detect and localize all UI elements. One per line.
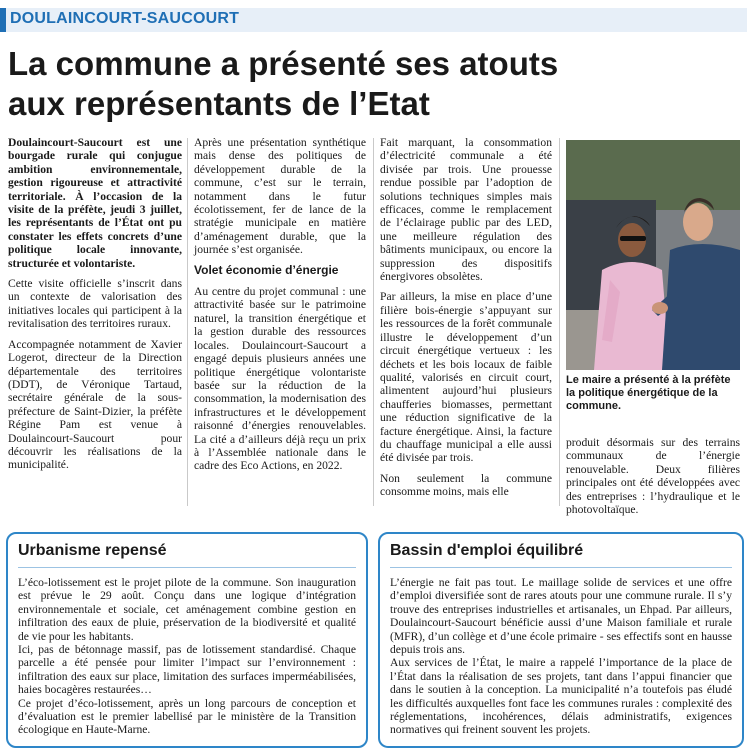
headline-line-1: La commune a présenté ses atouts	[8, 45, 559, 82]
article-paragraph: Accompagnée notamment de Xavier Logerot, directeur de la Direction départementale des territoires (DDT), de Véronique Tartaud, secrétaire générale de la sous-préfecture de Saint-Dizier, la préfète Régine Pam est venue à Doulaincourt-Saucourt pour découvrir les réalisations de la municipalité.	[8, 337, 182, 472]
article-paragraph: Cette visite officielle s’inscrit dans un contexte de valorisation des initiatives locales qui participent à la revitalisation des territoires ruraux.	[8, 277, 182, 331]
article-lede: Doulaincourt-Saucourt est une bourgade rurale qui conjugue ambition environnementale, gestion rigoureuse et attractivité territoriale. À l’occasion de la visite de la préfète, jeudi 3 juillet, les représentants de l’État ont pu constater les effets concrets d’une politique locale innovante, structurée et volontariste.	[8, 136, 182, 270]
box-title: Urbanisme repensé	[18, 542, 167, 559]
article-paragraph: Au centre du projet communal : une attractivité basée sur le patrimoine naturel, la transition énergétique et la gestion durable des ressources locales. Doulaincourt-Saucourt a engagé depuis plusieurs années une politique énergétique volontariste basée sur la réduction de la consommation, la modernisation des infrastructures et le développement raisonné d’énergies renouvelables. La cité a d’ailleurs déjà reçu un prix à l’Assemblée nationale dans le cadre des Eco Actions, en 2022.	[194, 285, 366, 473]
box-paragraph: Aux services de l’État, le maire a rappelé l’importance de la place de l’État dans la réalisation de ses projets, tant dans l’appui financier que dans le soutien à la conception. La municipalité n’a toutefois pas éludé les difficultés auxquelles font face les communes rurales : complexité des réglementations, incohérences, délais administratifs, exigences normatives qui freinent souvent les projets.	[390, 656, 732, 737]
box-paragraph: L’énergie ne fait pas tout. Le maillage solide de services et une offre d’emploi diversifiée sont de rares atouts pour une commune rurale. Il s’y trouve des entreprises industrielles et artisanales, un Ehpad. Par ailleurs, Doulaincourt-Saucourt bénéficie aussi d’une Maison familiale et rurale (MFR), d’un collège et d’une école primaire - ses effectifs sont en hausse depuis trois ans.	[390, 576, 732, 657]
box-paragraph: Ce projet d’éco-lotissement, après un long parcours de conception et d’évaluation est le premier labellisé par le ministère de la Transition écologique en Haute-Marne.	[18, 696, 356, 737]
box-body	[18, 576, 356, 737]
box-title-rule	[18, 567, 356, 568]
box-body	[390, 576, 732, 737]
headline-line-2: aux représentants de l’Etat	[8, 85, 430, 122]
box-paragraph: Ici, pas de bétonnage massif, pas de lotissement standardisé. Chaque parcelle a été pensée pour limiter l’impact sur l’environnement : infiltration des eaux sur place, limitation des surfaces imperméabilisées, haies bocagères restaurées…	[18, 643, 356, 697]
box-title-rule	[390, 567, 732, 568]
article-photo	[566, 140, 740, 370]
article-column-2	[194, 136, 366, 480]
box-paragraph: L’éco-lotissement est le projet pilote de la commune. Son inauguration est prévue le 29 août. Conçu dans une logique d’intégration environnementale et sociale, cet aménagement combine gestion en infiltration des eaux de pluie, préservation de la biodiversité et qualité de vie pour les habitants.	[18, 576, 356, 643]
sidebar-box-emploi	[378, 532, 744, 748]
column-divider	[559, 138, 560, 506]
box-title: Bassin d'emploi équilibré	[390, 542, 584, 559]
article-paragraph: Après une présentation synthétique mais dense des politiques de développement durable de la commune, c’est sur le terrain, notamment dans le futur écolotissement, fer de lance de la stratégie municipale en matière d’aménagement durable, que la journée s’est organisée.	[194, 136, 366, 257]
article-paragraph: Par ailleurs, la mise en place d’une filière bois-énergie s’appuyant sur les ressources de la forêt communale illustre le développement d’un circuit énergétique vertueux : les déchets et les bois locaux de faible qualité, valorisés en circuit court, alimentent aujourd’hui plusieurs chaufferies biomasses, permettant une réduction significative de la facture énergétique. Ainsi, la facture du chauffage municipal a elle aussi été divisée par trois.	[380, 290, 552, 465]
article-column-4	[566, 436, 740, 523]
article-subhead: Volet économie d’énergie	[194, 262, 339, 277]
photo-illustration	[566, 140, 740, 370]
headline	[8, 44, 738, 124]
photo-caption: Le maire a présenté à la préfète la politique énergétique de la commune.	[566, 374, 731, 412]
article-paragraph: Fait marquant, la consommation d’électricité communale a été divisée par trois. Une prouesse rendue possible par l’adoption de solutions techniques simples mais efficaces, comme le remplacement de l’éclairage public par des LED, une meilleure régulation des bâtiments municipaux, ou encore la suppression des dispositifs énergivores obsolètes.	[380, 136, 552, 284]
article-paragraph: produit désormais sur des terrains communaux de l’énergie renouvelable. Deux filières principales ont été développées avec des entreprises : l’hydraulique et le photovoltaïque.	[566, 436, 740, 517]
rubric-accent	[0, 8, 6, 32]
column-divider	[187, 138, 188, 506]
sidebar-box-urbanisme	[6, 532, 368, 748]
rubric-label: DOULAINCOURT-SAUCOURT	[10, 10, 240, 27]
article-paragraph: Non seulement la commune consomme moins, mais elle	[380, 471, 552, 499]
article-column-3	[380, 136, 552, 506]
column-divider	[373, 138, 374, 506]
article-column-1	[8, 136, 182, 479]
